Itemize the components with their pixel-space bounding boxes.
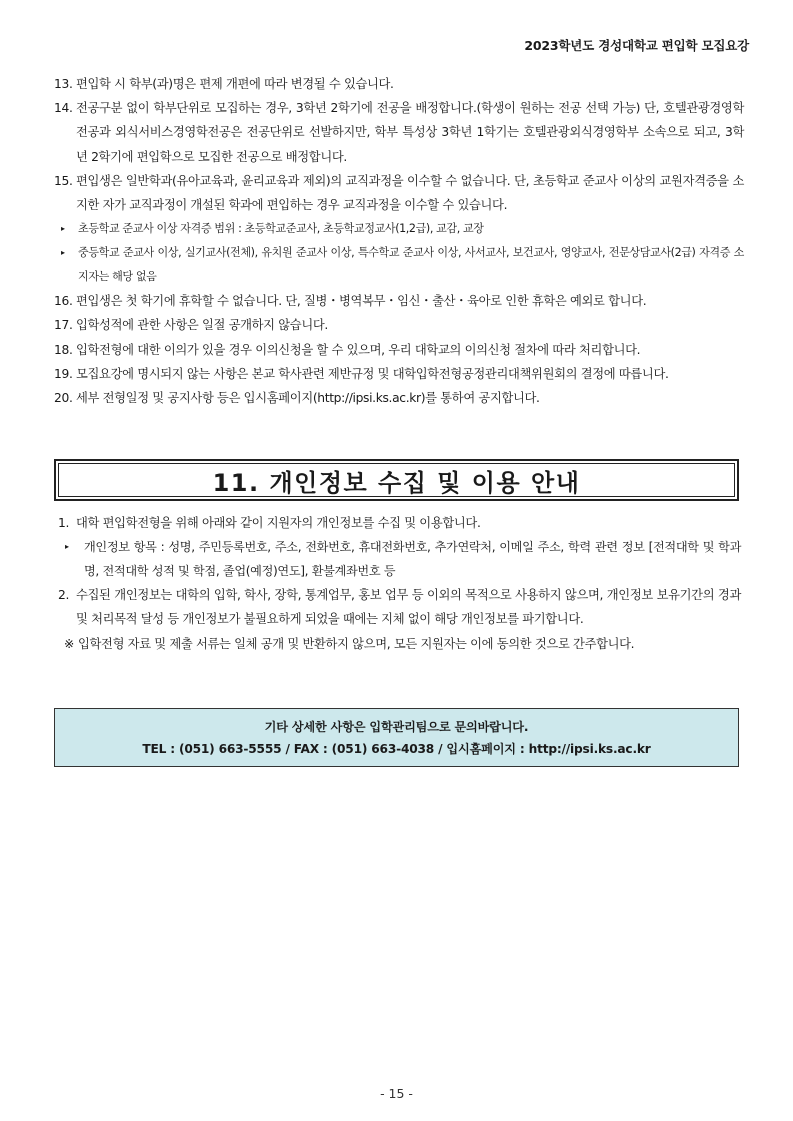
section-title: 11. 개인정보 수집 및 이용 안내 xyxy=(212,468,581,497)
sub-bullet-secondary xyxy=(54,241,744,289)
triangle-bullet-icon: ▸ xyxy=(61,224,65,234)
notice-item-15 xyxy=(54,169,744,217)
item-number: 20. xyxy=(54,391,73,406)
item-text: 모집요강에 명시되지 않는 사항은 본교 학사관련 제반규정 및 대학입학전형공정관리대책위원회의 결정에 따릅니다. xyxy=(76,366,669,381)
item-number: 16. xyxy=(54,294,73,309)
privacy-bullet-items xyxy=(58,535,741,583)
item-number: 15. xyxy=(54,173,73,188)
item-number: 18. xyxy=(54,342,73,357)
item-text: 대학 편입학전형을 위해 아래와 같이 지원자의 개인정보를 수집 및 이용합니다. xyxy=(76,516,481,530)
section-title-box xyxy=(54,459,739,501)
item-text: 입학전형에 대한 이의가 있을 경우 이의신청을 할 수 있으며, 우리 대학교의 이의신청 절차에 따라 처리합니다. xyxy=(76,342,641,357)
triangle-bullet-icon: ▸ xyxy=(61,248,65,258)
privacy-note xyxy=(58,632,741,656)
sub-bullet-text: 초등학교 준교사 이상 자격증 범위 : 초등학교준교사, 초등학교정교사(1,2급), 교감, 교장 xyxy=(78,222,484,236)
notice-item-20 xyxy=(54,386,744,410)
item-text: 편입학 시 학부(과)명은 편제 개편에 따라 변경될 수 있습니다. xyxy=(76,77,394,91)
notice-list xyxy=(54,72,744,410)
item-text: 편입생은 첫 학기에 휴학할 수 없습니다. 단, 질병・병역복무・임신・출산・육아로 인한 휴학은 예외로 합니다. xyxy=(76,294,647,309)
sub-bullet-elementary xyxy=(54,217,744,241)
notice-item-16 xyxy=(54,289,744,313)
triangle-bullet-icon: ▸ xyxy=(65,542,69,552)
privacy-item-2 xyxy=(58,583,741,631)
item-number: 17. xyxy=(54,318,73,333)
item-text: 입학성적에 관한 사항은 일절 공개하지 않습니다. xyxy=(76,318,328,333)
document-header: 2023학년도 경성대학교 편입학 모집요강 xyxy=(524,38,749,53)
item-text: 수집된 개인정보는 대학의 입학, 학사, 장학, 통계업무, 홍보 업무 등 이외의 목적으로 사용하지 않으며, 개인정보 보유기간의 경과 및 처리목적 달성 등 개인정보가 불필요하게 되었을 때에는 지체 없이 해당 개인정보를 파기합니다. xyxy=(76,588,741,627)
item-number: 1. xyxy=(58,516,70,530)
privacy-list xyxy=(58,511,741,656)
reference-mark-icon: ※ xyxy=(64,636,74,651)
contact-line-1: 기타 상세한 사항은 입학관리팀으로 문의바랍니다. xyxy=(264,719,529,734)
contact-line-2: TEL : (051) 663-5555 / FAX : (051) 663-4038 / 입시홈페이지 : http://ipsi.ks.ac.kr xyxy=(142,741,651,756)
notice-item-18 xyxy=(54,338,744,362)
notice-item-13 xyxy=(54,72,744,96)
notice-item-17 xyxy=(54,313,744,337)
note-text: 입학전형 자료 및 제출 서류는 일체 공개 및 반환하지 않으며, 모든 지원자는 이에 동의한 것으로 간주합니다. xyxy=(78,636,635,651)
sub-bullet-text: 개인정보 항목 : 성명, 주민등록번호, 주소, 전화번호, 휴대전화번호, 추가연락처, 이메일 주소, 학력 관련 정보 [전적대학 및 학과명, 전적대학 성적 및 학점, 졸업(예정)연도], 환불계좌번호 등 xyxy=(84,540,741,579)
notice-item-14 xyxy=(54,96,744,169)
item-number: 13. xyxy=(54,77,73,91)
contact-box xyxy=(54,708,739,767)
sub-bullet-text: 중등학교 준교사 이상, 실기교사(전체), 유치원 준교사 이상, 특수학교 준교사 이상, 사서교사, 보건교사, 영양교사, 전문상담교사(2급) 자격증 소지자는 해당 없음 xyxy=(78,246,744,284)
notice-item-19 xyxy=(54,362,744,386)
item-number: 2. xyxy=(58,588,70,603)
item-text: 세부 전형일정 및 공지사항 등은 입시홈페이지(http://ipsi.ks.ac.kr)를 통하여 공지합니다. xyxy=(76,391,540,406)
page-number: - 15 - xyxy=(380,1086,413,1101)
privacy-item-1 xyxy=(58,511,741,535)
item-text: 편입생은 일반학과(유아교육과, 윤리교육과 제외)의 교직과정을 이수할 수 없습니다. 단, 초등학교 준교사 이상의 교원자격증을 소지한 자가 교직과정이 개설된 학과에 편입하는 경우 교직과정을 이수할 수 있습니다. xyxy=(76,173,744,213)
item-text: 전공구분 없이 학부단위로 모집하는 경우, 3학년 2학기에 전공을 배정합니다.(학생이 원하는 전공 선택 가능) 단, 호텔관광경영학전공과 외식서비스경영학전공은 전공단위로 선발하지만, 학부 특성상 3학년 1학기는 호텔관광외식경영학부 소속으로 되고, 3학년 2학기에 편입학으로 모집한 전공으로 배정합니다. xyxy=(76,101,744,164)
item-number: 19. xyxy=(54,366,73,381)
item-number: 14. xyxy=(54,101,73,116)
